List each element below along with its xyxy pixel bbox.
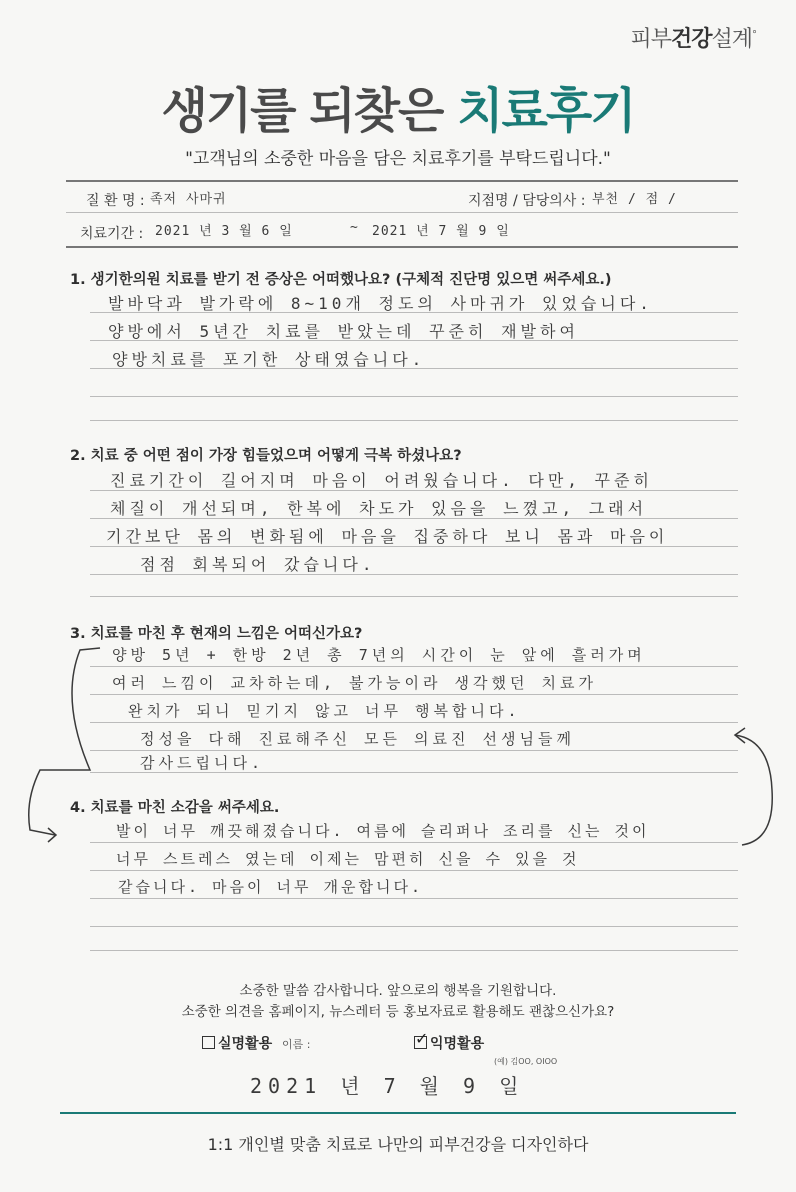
divider [66, 180, 738, 182]
option-anonymous[interactable]: ✓ 익명활용 [414, 1033, 484, 1053]
page-subtitle: "고객님의 소중한 마음을 담은 치료후기를 부탁드립니다." [185, 149, 611, 169]
answer-3-line-5: 감사드립니다. [140, 754, 264, 772]
branch-value: 부천 / 점 / [592, 192, 677, 207]
period-end: 2021 년 7 월 9 일 [372, 224, 510, 239]
divider [66, 212, 738, 213]
closing-line-1: 소중한 말씀 감사합니다. 앞으로의 행복을 기원합니다. [239, 983, 557, 999]
period-separator: ~ [350, 220, 362, 235]
question-3: 3. 치료를 마친 후 현재의 느낌은 어떠신가요? [70, 626, 363, 642]
brand-logo: 피부건강설계° [630, 27, 756, 52]
question-4: 4. 치료를 마친 소감을 써주세요. [70, 800, 280, 816]
period-label: 치료기간 : [80, 226, 144, 242]
disease-label: 질 환 명 : [86, 193, 145, 209]
answer-1-line-1: 발바닥과 발가락에 8~10개 정도의 사마귀가 있었습니다. [108, 294, 653, 313]
answer-1-line-3: 양방치료를 포기한 상태였습니다. [112, 350, 426, 369]
real-name-checkbox[interactable] [202, 1036, 215, 1049]
footer-divider [60, 1112, 736, 1114]
submission-date: 2021 년 7 월 9 일 [250, 1074, 525, 1098]
answer-2-line-1: 진료기간이 길어지며 마음이 어려웠습니다. 다만, 꾸준히 [110, 471, 653, 490]
answer-2-line-4: 점점 회복되어 갔습니다. [140, 555, 376, 574]
question-2: 2. 치료 중 어떤 점이 가장 힘들었으며 어떻게 극복 하셨나요? [70, 448, 462, 464]
anonymous-checkbox[interactable] [414, 1036, 427, 1049]
page-title: 생기를 되찾은 치료후기 [161, 83, 635, 139]
answer-2-line-2: 체질이 개선되며, 한복에 차도가 있음을 느꼈고, 그래서 [110, 499, 648, 518]
answer-3-line-3: 완치가 되니 믿기지 않고 너무 행복합니다. [128, 702, 521, 720]
disease-value: 족저 사마귀 [150, 192, 227, 207]
footer-slogan: 1:1 개인별 맞춤 치료로 나만의 피부건강을 디자인하다 [207, 1135, 589, 1154]
name-label: 이름 : [282, 1038, 311, 1051]
answer-4-line-3: 같습니다. 마음이 너무 개운합니다. [118, 878, 424, 896]
answer-3-line-4: 정성을 다해 진료해주신 모든 의료진 선생님들께 [140, 730, 575, 748]
branch-label: 지점명 / 담당의사 : [468, 193, 586, 209]
option-real-name[interactable]: 실명활용 [202, 1033, 272, 1053]
answer-1-line-2: 양방에서 5년간 치료를 받았는데 꾸준히 재발하여 [108, 322, 579, 341]
answer-4-line-1: 발이 너무 깨끗해졌습니다. 여름에 슬리퍼나 조리를 신는 것이 [116, 822, 650, 840]
anonymous-example: (예) 김OO, OIOO [494, 1057, 558, 1066]
question-1: 1. 생기한의원 치료를 받기 전 증상은 어떠했나요? (구체적 진단명 있으면 써주세요.) [70, 272, 612, 288]
divider [66, 246, 738, 248]
answer-4-line-2: 너무 스트레스 였는데 이제는 맘편히 신을 수 있을 것 [116, 850, 580, 868]
closing-line-2: 소중한 의견을 홈페이지, 뉴스레터 등 홍보자료로 활용해도 괜찮으신가요? [181, 1004, 615, 1020]
period-start: 2021 년 3 월 6 일 [155, 224, 293, 239]
answer-3-line-2: 여러 느낌이 교차하는데, 불가능이라 생각했던 치료가 [112, 674, 597, 692]
answer-2-line-3: 기간보단 몸의 변화됨에 마음을 집중하다 보니 몸과 마음이 [106, 527, 669, 546]
answer-3-line-1: 양방 5년 + 한방 2년 총 7년의 시간이 눈 앞에 흘러가며 [112, 646, 646, 664]
